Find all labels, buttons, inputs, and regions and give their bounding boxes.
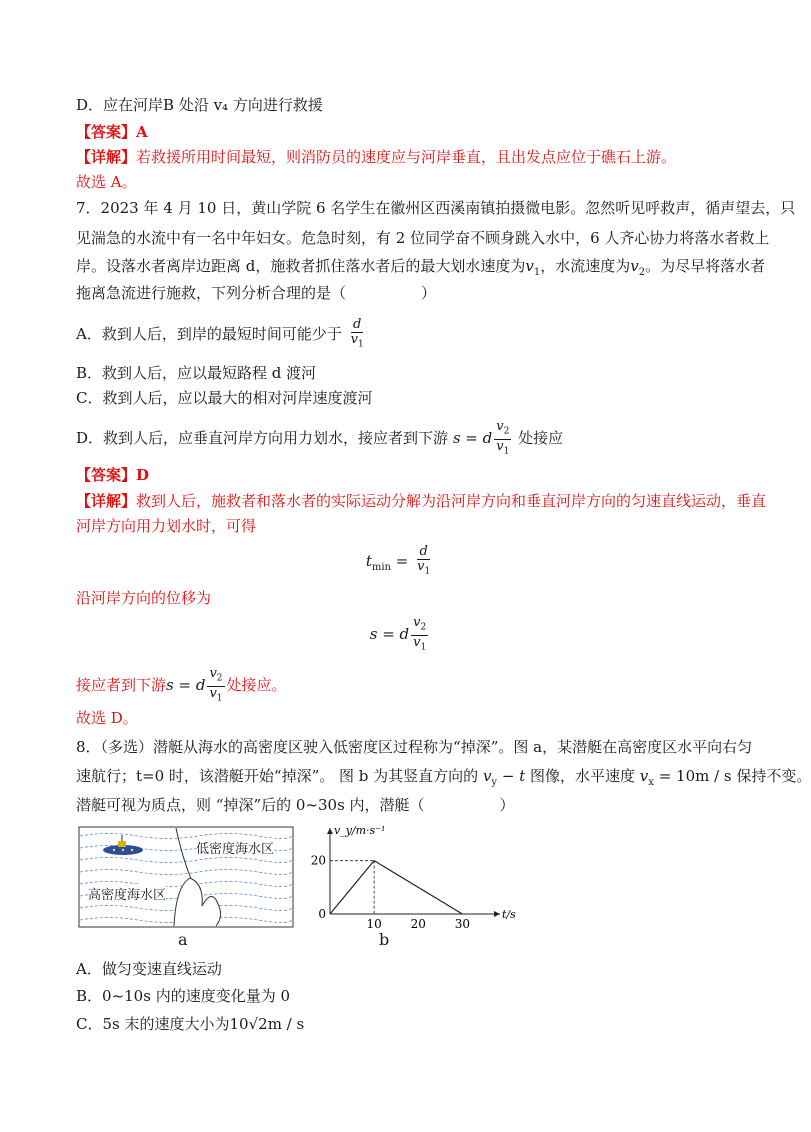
q7-stem-line3: 岸。设落水者离岸边距离 d，施救者抓住落水者后的最大划水速度为$v_1$，水流速度为$v_2$。为尽早将落水者 <box>76 257 766 278</box>
q7-answer: 【答案】D <box>76 466 150 484</box>
formula-tmin: $t_{min}$ = $\frac{d}{v_1}$ <box>365 544 431 577</box>
q8-option-b: B．0~10s 内的速度变化量为 0 <box>76 987 290 1005</box>
q7-option-a-text: A．救到人后，到岸的最短时间可能少于 <box>76 324 342 343</box>
figure-a-caption: a <box>178 930 188 949</box>
q8-stem-text-a: 速航行；t=0 时，该潜艇开始“掉深”。 图 b 为其竖直方向的 <box>76 767 479 785</box>
series-line <box>330 861 462 914</box>
q6-answer: 【答案】A <box>76 123 148 141</box>
figure-b-caption: b <box>379 930 390 949</box>
detail-text: 若救援所用时间最短，则消防员的速度应与河岸垂直，且出发点应位于礁石上游。 <box>136 148 677 166</box>
y-tick-label: 20 <box>310 853 326 868</box>
x-tick-label: 20 <box>410 917 426 931</box>
detail-tag: 【详解】 <box>76 492 137 510</box>
q8-stem-line1: 8．（多选）潜艇从海水的高密度区驶入低密度区过程称为“掉深”。图 a，某潜艇在高密度区水平向右匀 <box>76 738 753 756</box>
q7-detail-line2: 河岸方向用力划水时，可得 <box>76 517 257 535</box>
q8-stem-line2: 速航行；t=0 时，该潜艇开始“掉深”。 图 b 为其竖直方向的 $v_y - t$ 图像，水平速度 $v_x = 10m / s$ 保持不变。 <box>76 767 811 788</box>
q7-stem-text-b: ，水流速度为 <box>540 257 631 275</box>
q7-stem-line1: 7．2023 年 4 月 10 日，黄山学院 6 名学生在徽州区西溪南镇拍摄微电影。忽然听见呼救声，循声望去，只 <box>76 199 796 217</box>
x-tick-label: 10 <box>366 917 382 931</box>
frac-v2-over-v1: $\frac{v_2}{v_1}$ <box>496 419 510 457</box>
formula-s: s = d $\frac{v_2}{v_1}$ <box>369 615 427 653</box>
q8-option-c <box>76 1013 730 1035</box>
origin-label: 0 <box>318 907 326 921</box>
q6-detail <box>76 146 730 168</box>
figure-b-chart <box>300 822 516 932</box>
q8-option-c-text: C．5s 末的速度大小为 <box>76 1015 230 1033</box>
vt-chart <box>300 822 516 932</box>
low-density-label: 低密度海水区 <box>196 838 274 857</box>
q7-option-b: B．救到人后，应以最短路程 d 渡河 <box>76 364 317 382</box>
q7-option-d-text-a: D．救到人后，应垂直河岸方向用力划水，接应者到下游 <box>76 429 449 448</box>
q6-option-d: D．应在河岸B 处沿 v₄ 方向进行救援 <box>76 96 323 114</box>
q7-stem-text-c: 。为尽早将落水者 <box>645 257 766 275</box>
q8-option-a: A．做匀变速直线运动 <box>76 960 222 978</box>
q8-stem-text-c: 保持不变。 <box>736 767 811 785</box>
q6-conclusion: 故选 A。 <box>76 173 137 191</box>
q8-stem-line3: 潜艇可视为质点，则 “掉深”后的 0~30s 内，潜艇（ ） <box>76 796 515 814</box>
x-axis-arrow <box>494 911 500 917</box>
q7-meet-text-b: 处接应。 <box>226 676 287 695</box>
q7-conclusion: 故选 D。 <box>76 709 138 727</box>
detail-text: 救到人后，施救者和落水者的实际运动分解为沿河岸方向和垂直河岸方向的匀速直线运动，垂直 <box>136 492 767 510</box>
q7-meet-text-a: 接应者到下游 <box>76 676 167 695</box>
y-axis-label: v_y/m·s⁻¹ <box>334 824 386 837</box>
figure-a <box>78 826 294 936</box>
q8-option-c-value: 10√2m / s <box>229 1015 305 1033</box>
x-axis-label: t/s <box>502 908 516 921</box>
q8-stem-text-b: 图像，水平速度 <box>530 767 636 785</box>
q7-meet-text: 接应者到下游s = d $\frac{v_2}{v_1}$ 处接应。 <box>76 666 287 704</box>
q7-along-text: 沿河岸方向的位移为 <box>76 589 212 607</box>
q7-stem-line2: 见湍急的水流中有一名中年妇女。危急时刻，有 2 位同学奋不顾身跳入水中，6 人齐心协力将落水者救上 <box>76 229 770 247</box>
q7-stem-text-a: 岸。设落水者离岸边距离 d，施救者抓住落水者后的最大划水速度为 <box>76 257 526 275</box>
q7-option-a <box>76 318 730 352</box>
q7-option-c: C．救到人后，应以最大的相对河岸速度渡河 <box>76 389 373 407</box>
y-axis-arrow <box>327 828 333 834</box>
detail-tag: 【详解】 <box>76 148 137 166</box>
x-tick-label: 30 <box>454 917 470 931</box>
frac-d-over-v1: $\frac{d}{v_1}$ <box>350 317 364 350</box>
q7-detail-line1 <box>76 490 767 512</box>
q7-option-d-text-b: 处接应 <box>518 429 564 448</box>
q7-stem-line4: 拖离急流进行施救，下列分析合理的是（ ） <box>76 284 437 302</box>
high-density-label: 高密度海水区 <box>88 884 166 903</box>
q7-option-d: D．救到人后，应垂直河岸方向用力划水，接应者到下游 s = d $\frac{v_2}{v_1}$ 处接应 <box>76 419 564 457</box>
